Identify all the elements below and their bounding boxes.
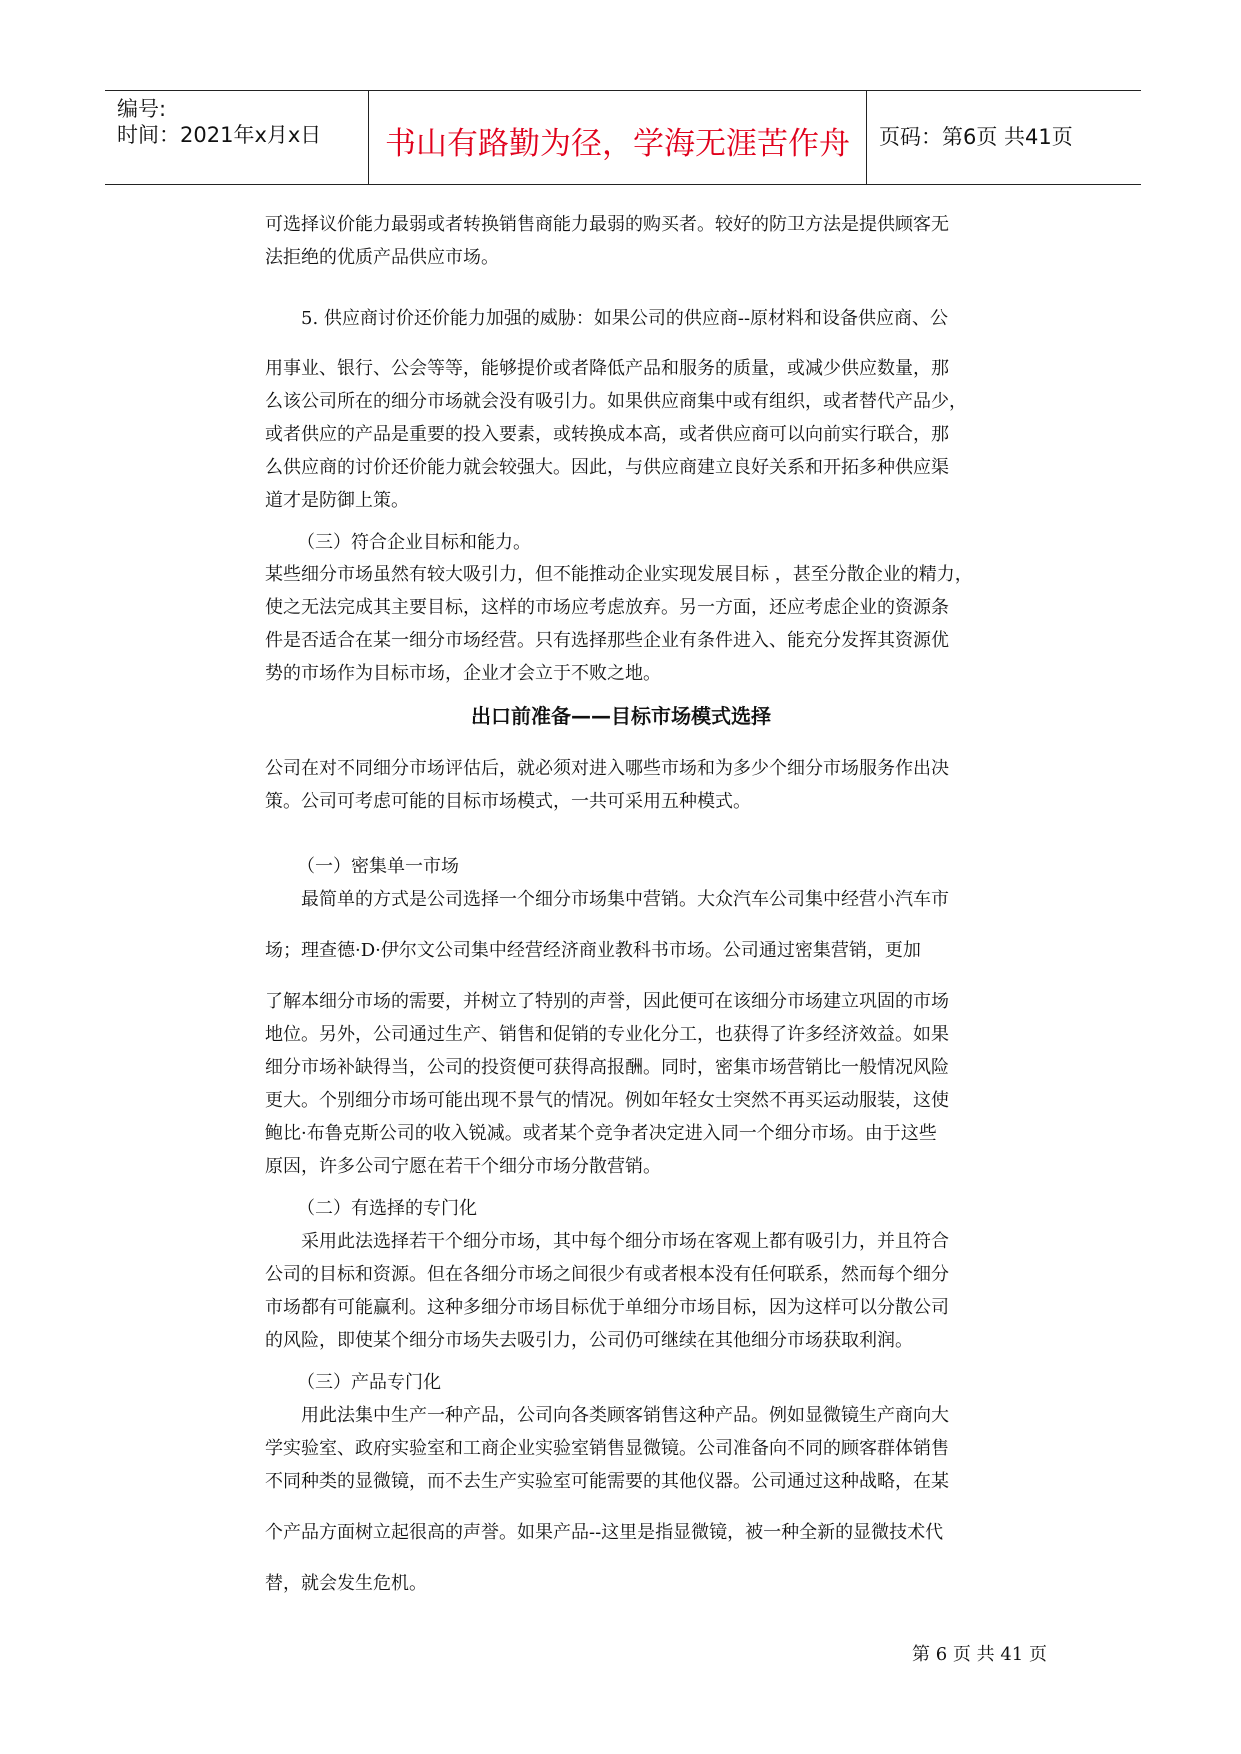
section-heading: （三）产品专门化 (297, 1372, 441, 1393)
body-line: 原因，许多公司宁愿在若干个细分市场分散营销。 (265, 1156, 661, 1177)
body-line: 最简单的方式是公司选择一个细分市场集中营销。大众汽车公司集中经营小汽车市 (301, 889, 949, 910)
body-line: 更大。个别细分市场可能出现不景气的情况。例如年轻女士突然不再买运动服装，这使 (265, 1090, 949, 1111)
header-page-label: 页码：第6页 共41页 (879, 125, 1073, 149)
body-line: 采用此法选择若干个细分市场，其中每个细分市场在客观上都有吸引力，并且符合 (301, 1231, 949, 1252)
body-line: 公司的目标和资源。但在各细分市场之间很少有或者根本没有任何联系，然而每个细分 (265, 1264, 949, 1285)
body-line: 鲍比·布鲁克斯公司的收入锐减。或者某个竞争者决定进入同一个细分市场。由于这些 (265, 1123, 937, 1144)
body-line: 用事业、银行、公会等等，能够提价或者降低产品和服务的质量，或减少供应数量，那 (265, 358, 949, 379)
page-header (105, 90, 1141, 185)
body-line: 学实验室、政府实验室和工商企业实验室销售显微镜。公司准备向不同的顾客群体销售 (265, 1438, 949, 1459)
body-line: 的风险，即使某个细分市场失去吸引力，公司仍可继续在其他细分市场获取利润。 (265, 1330, 913, 1351)
body-line: 场；理查德·D·伊尔文公司集中经营经济商业教科书市场。公司通过密集营销，更加 (265, 940, 921, 961)
body-line: 地位。另外，公司通过生产、销售和促销的专业化分工，也获得了许多经济效益。如果 (265, 1024, 949, 1045)
body-line: 不同种类的显微镜，而不去生产实验室可能需要的其他仪器。公司通过这种战略，在某 (265, 1471, 949, 1492)
document-number-label: 编号: (117, 97, 167, 121)
header-center-cell (369, 91, 867, 184)
body-line: 细分市场补缺得当，公司的投资便可获得高报酬。同时，密集市场营销比一般情况风险 (265, 1057, 949, 1078)
body-line: 么供应商的讨价还价能力就会较强大。因此，与供应商建立良好关系和开拓多种供应渠 (265, 457, 949, 478)
header-right-cell (867, 91, 1141, 184)
body-line: 个产品方面树立起很高的声誉。如果产品--这里是指显微镜，被一种全新的显微技术代 (265, 1522, 944, 1543)
body-line: 么该公司所在的细分市场就会没有吸引力。如果供应商集中或有组织，或者替代产品少， (265, 391, 967, 412)
body-line: 了解本细分市场的需要，并树立了特别的声誉，因此便可在该细分市场建立巩固的市场 (265, 991, 949, 1012)
section-heading: （三）符合企业目标和能力。 (297, 532, 531, 553)
body-line: 法拒绝的优质产品供应市场。 (265, 247, 499, 268)
body-line: 某些细分市场虽然有较大吸引力，但不能推动企业实现发展目标 ，甚至分散企业的精力， (265, 564, 973, 585)
page-footer: 第 6 页 共 41 页 (912, 1644, 1047, 1665)
body-line: 替，就会发生危机。 (265, 1573, 427, 1594)
body-line: 势的市场作为目标市场，企业才会立于不败之地。 (265, 663, 661, 684)
body-line: 公司在对不同细分市场评估后，就必须对进入哪些市场和为多少个细分市场服务作出决 (265, 758, 949, 779)
body-line: 市场都有可能赢利。这种多细分市场目标优于单细分市场目标，因为这样可以分散公司 (265, 1297, 949, 1318)
section-title: 出口前准备——目标市场模式选择 (471, 704, 771, 728)
body-line: 或者供应的产品是重要的投入要素，或转换成本高，或者供应商可以向前实行联合，那 (265, 424, 949, 445)
header-motto: 书山有路勤为径，学海无涯苦作舟 (385, 126, 850, 162)
body-line: 策。公司可考虑可能的目标市场模式，一共可采用五种模式。 (265, 791, 751, 812)
header-left-cell (105, 91, 369, 184)
body-line: 使之无法完成其主要目标，这样的市场应考虑放弃。另一方面，还应考虑企业的资源条 (265, 597, 949, 618)
document-time-label: 时间：2021年x月x日 (117, 123, 322, 147)
body-line: 件是否适合在某一细分市场经营。只有选择那些企业有条件进入、能充分发挥其资源优 (265, 630, 949, 651)
section-heading: （一）密集单一市场 (297, 856, 459, 877)
body-line: 用此法集中生产一种产品，公司向各类顾客销售这种产品。例如显微镜生产商向大 (301, 1405, 949, 1426)
body-line: 可选择议价能力最弱或者转换销售商能力最弱的购买者。较好的防卫方法是提供顾客无 (265, 214, 949, 235)
section-heading: （二）有选择的专门化 (297, 1198, 477, 1219)
body-line: 道才是防御上策。 (265, 490, 409, 511)
body-line: 5. 供应商讨价还价能力加强的威胁：如果公司的供应商--原材料和设备供应商、公 (301, 308, 949, 329)
